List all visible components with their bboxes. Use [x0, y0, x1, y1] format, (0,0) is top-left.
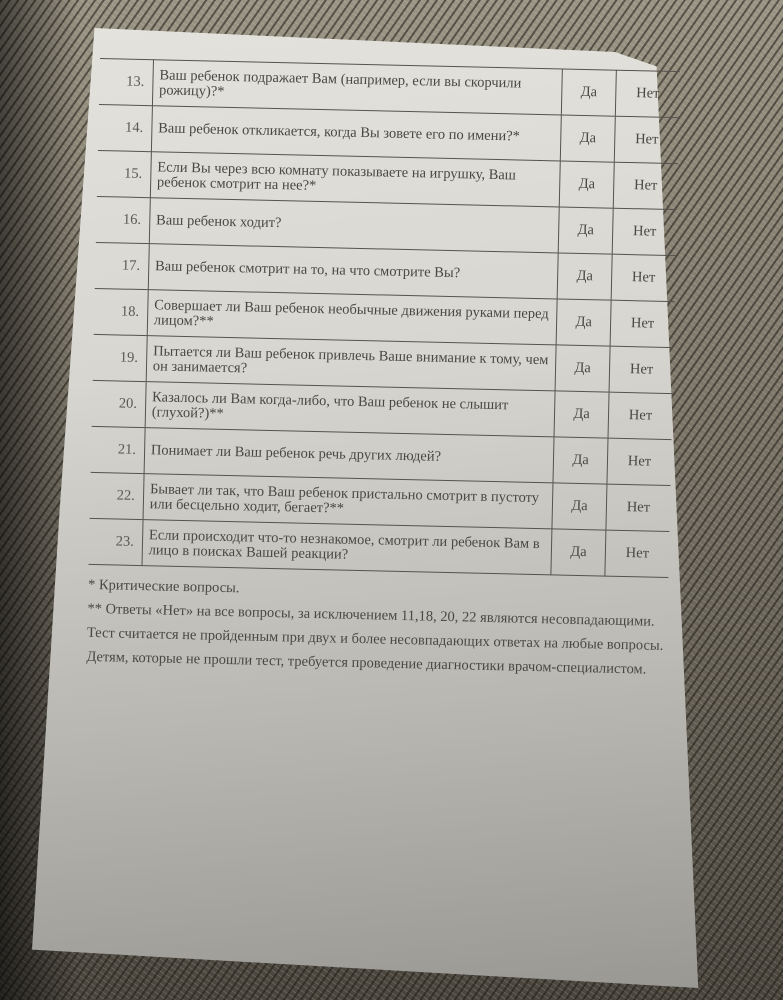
answer-yes-option[interactable]: Да [555, 345, 610, 392]
question-text: Ваш ребенок ходит? [149, 198, 559, 253]
answer-no-option[interactable]: Нет [607, 438, 672, 485]
footnote-fail-criteria: Тест считается не пройденным при двух и более несовпадающих ответах на любые вопросы. [86, 624, 664, 654]
answer-yes-option[interactable]: Да [551, 529, 606, 576]
answer-no-option[interactable]: Нет [609, 346, 674, 393]
question-number: 20. [92, 380, 146, 427]
answer-no-option[interactable]: Нет [613, 162, 678, 209]
answer-yes-option[interactable]: Да [554, 391, 609, 438]
footnote-diagnostics: Детям, которые не прошли тест, требуется проведение диагностики врачом-специалистом. [86, 648, 647, 678]
questions-table [88, 58, 679, 578]
question-number: 16. [96, 196, 150, 243]
question-text: Ваш ребенок подражает Вам (например, если вы скорчили рожицу)?* [152, 60, 562, 115]
question-number: 14. [98, 104, 152, 151]
answer-yes-option[interactable]: Да [560, 115, 615, 162]
answer-yes-option[interactable]: Да [553, 437, 608, 484]
question-number: 17. [95, 242, 149, 289]
question-text: Казалось ли Вам когда-либо, что Ваш ребенок не слышит (глухой?)** [145, 382, 555, 437]
question-text: Совершает ли Ваш ребенок необычные движения руками перед лицом?** [147, 290, 557, 345]
questionnaire [86, 58, 700, 686]
question-text: Понимает ли Ваш ребенок речь других людей? [144, 428, 554, 483]
answer-no-option[interactable]: Нет [615, 70, 680, 117]
question-number: 18. [94, 288, 148, 335]
answer-yes-option[interactable]: Да [556, 299, 611, 346]
answer-yes-option[interactable]: Да [557, 253, 612, 300]
question-number: 19. [93, 334, 147, 381]
footnote-critical: * Критические вопросы. [87, 576, 240, 597]
answer-no-option[interactable]: Нет [611, 254, 676, 301]
answer-no-option[interactable]: Нет [606, 484, 671, 531]
answer-yes-option[interactable]: Да [559, 161, 614, 208]
footnote-mismatch: ** Ответы «Нет» на все вопросы, за исключением 11,18, 20, 22 являются несовпадающими. [87, 600, 655, 630]
answer-no-option[interactable]: Нет [614, 116, 679, 163]
question-number: 22. [90, 472, 144, 519]
question-text: Бывает ли так, что Ваш ребенок пристально смотрит в пустоту или бесцельно ходит, бегает?** [143, 474, 553, 529]
question-text: Если происходит что-то незнакомое, смотрит ли ребенок Вам в лицо в поисках Вашей реакции? [142, 520, 552, 575]
question-number: 21. [91, 426, 145, 473]
answer-no-option[interactable]: Нет [610, 300, 675, 347]
answer-yes-option[interactable]: Да [552, 483, 607, 530]
question-number: 13. [99, 58, 153, 105]
answer-no-option[interactable]: Нет [605, 530, 670, 577]
answer-yes-option[interactable]: Да [561, 69, 616, 116]
question-number: 15. [97, 150, 151, 197]
answer-no-option[interactable]: Нет [608, 392, 673, 439]
question-number: 23. [89, 518, 143, 565]
question-text: Пытается ли Ваш ребенок привлечь Ваше внимание к тому, чем он занимается? [146, 336, 556, 391]
answer-no-option[interactable]: Нет [612, 208, 677, 255]
answer-yes-option[interactable]: Да [558, 207, 613, 254]
question-text: Ваш ребенок откликается, когда Вы зовете его по имени?* [151, 106, 561, 161]
question-text: Ваш ребенок смотрит на то, на что смотрите Вы? [148, 244, 558, 299]
question-text: Если Вы через всю комнату показываете на игрушку, Ваш ребенок смотрит на нее?* [150, 152, 560, 207]
footnotes [86, 577, 678, 678]
